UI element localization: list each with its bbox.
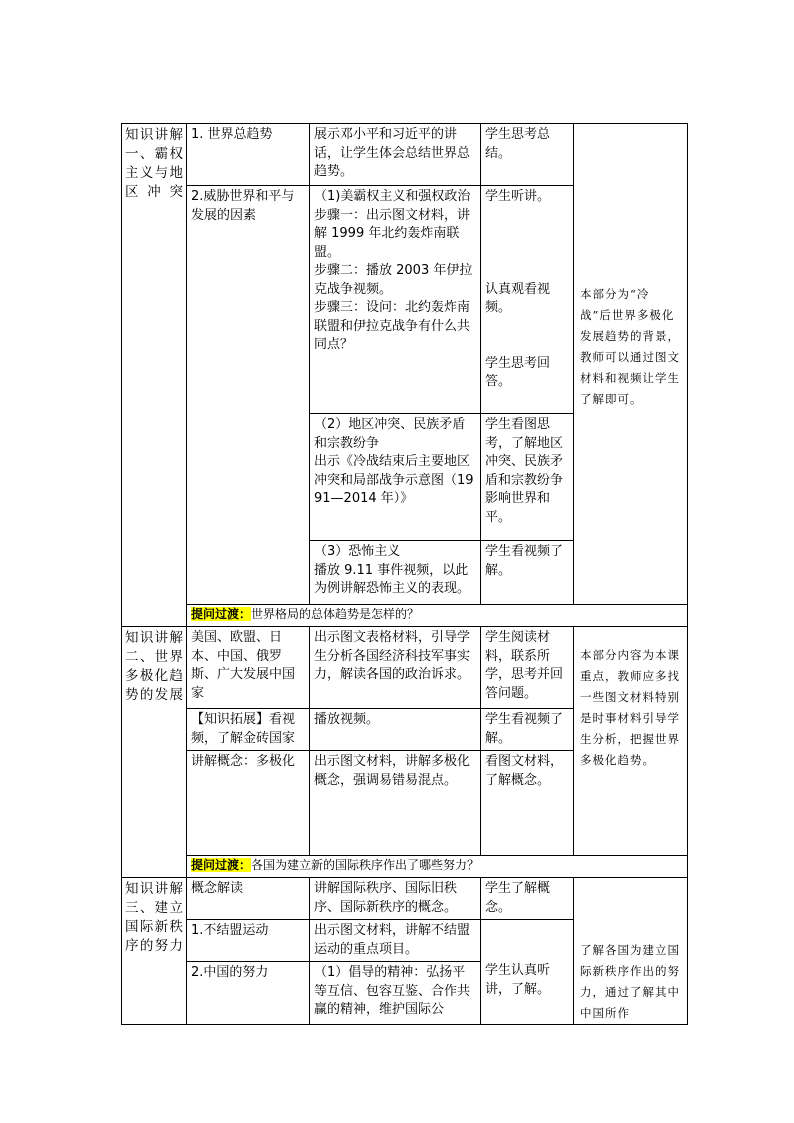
s1-row2-teacher-line2: 步骤一：出示图文材料，讲解 1999 年北约轰炸南联盟。 xyxy=(314,207,471,260)
s3-student-merged: 学生认真听讲，了解。 xyxy=(485,963,551,997)
s3-row1-teacher: 讲解国际秩序、国际旧秩序、国际新秩序的概念。 xyxy=(314,881,458,915)
s2-transition xyxy=(187,856,687,876)
table-border xyxy=(309,877,310,1025)
table-border xyxy=(480,877,481,1025)
s1-row3-teacher-line1: （2）地区冲突、民族矛盾和宗教纷争 xyxy=(314,417,466,451)
s2-row3-teacher: 出示图文材料，讲解多极化概念，强调易错易混点。 xyxy=(314,754,471,788)
table-border xyxy=(186,708,574,709)
table-border xyxy=(186,604,688,605)
table-border xyxy=(121,123,688,124)
s1-transition-label: 提问过渡： xyxy=(191,607,252,621)
s1-row2-student-line3: 学生思考回答。 xyxy=(485,355,551,389)
s1-row2-teacher xyxy=(310,186,480,412)
s1-row1-student: 学生思考总结。 xyxy=(485,127,551,161)
s1-row2-student-line1: 学生听讲。 xyxy=(485,189,551,204)
table-border xyxy=(186,961,481,962)
table-border xyxy=(186,123,187,1025)
s2-row1-teacher: 出示图文表格材料，引导学生分析各国经济科技军事实力，解读各国的政治诉求。 xyxy=(314,630,471,682)
s1-row4-teacher-line1: （3）恐怖主义 xyxy=(314,544,401,559)
table-border xyxy=(186,855,688,856)
s1-note: 本部分为“冷战”后世界多极化发展趋势的背景，教师可以通过图文材料和视频让学生了解即可。 xyxy=(580,287,680,406)
s1-row4-teacher xyxy=(310,541,480,603)
s1-row3-student: 学生看图思考，了解地区冲突、民族矛盾和宗教纷争影响世界和平。 xyxy=(485,417,564,525)
table-border xyxy=(121,877,688,878)
s1-row2-teacher-line4: 步骤三：设问：北约轰炸南联盟和伊拉克战争有什么共同点？ xyxy=(314,300,471,352)
s1-row2-teacher-line1: （1)美霸权主义和强权政治 xyxy=(314,189,471,204)
section-1-topic: 知识讲解一、霸权主义与地区冲突 xyxy=(125,127,183,200)
s2-row3-student: 看图文材料，了解概念。 xyxy=(485,754,564,788)
s1-transition-text: 世界格局的总体趋势是怎样的？ xyxy=(251,607,420,621)
table-border xyxy=(309,413,574,414)
s2-row1-content: 美国、欧盟、日本、中国、俄罗斯、广大发展中国家 xyxy=(191,630,296,701)
s2-row2-content: 【知识拓展】看视频，了解金砖国家 xyxy=(191,712,296,746)
s2-row3-content: 讲解概念：多极化 xyxy=(191,754,296,769)
s1-row4-student: 学生看视频了解。 xyxy=(485,544,564,578)
table-border xyxy=(480,123,481,605)
table-border xyxy=(309,626,310,856)
s2-row2-teacher: 播放视频。 xyxy=(314,712,380,727)
s3-row1-student: 学生了解概念。 xyxy=(485,881,551,915)
s1-row2-student xyxy=(481,186,573,412)
table-border xyxy=(186,919,574,920)
s1-transition xyxy=(187,605,687,625)
table-border xyxy=(186,185,574,186)
s2-note: 本部分内容为本课重点，教师应多找一些图文材料特别是时事材料引导学生分析，把握世界多极化趋势。 xyxy=(580,648,680,767)
s1-row4-teacher-line2: 播放 9.11 事件视频，以此为例讲解恐怖主义的表现。 xyxy=(314,562,471,596)
s2-transition-label: 提问过渡： xyxy=(191,858,252,872)
table-border xyxy=(186,750,574,751)
s1-row3-teacher-line2: 出示《冷战结束后主要地区冲突和局部战争示意图（1991—2014 年）》 xyxy=(314,454,474,506)
table-border xyxy=(573,123,574,605)
table-border xyxy=(687,123,688,1025)
s1-row2-teacher-line3: 步骤二：播放 2003 年伊拉克战争视频。 xyxy=(314,263,473,297)
s2-transition-text: 各国为建立新的国际秩序作出了哪些努力？ xyxy=(251,858,480,872)
s1-row1-content: 1. 世界总趋势 xyxy=(191,127,273,142)
s1-row3-teacher xyxy=(310,414,480,539)
s3-row2-teacher: 出示图文材料，讲解不结盟运动的重点项目。 xyxy=(314,923,471,957)
table-border xyxy=(121,1024,688,1025)
s3-row3-teacher: （1）倡导的精神：弘扬平等互信、包容互鉴、合作共赢的精神，维护国际公 xyxy=(314,965,471,1017)
s3-row1-content: 概念解读 xyxy=(191,881,244,896)
s3-note: 了解各国为建立国际新秩序作出的努力，通过了解其中中国所作 xyxy=(580,943,680,1020)
table-border xyxy=(573,877,574,1025)
s1-row2-student-line2: 认真观看视频。 xyxy=(485,281,551,315)
s1-row1-teacher: 展示邓小平和习近平的讲话，让学生体会总结世界总趋势。 xyxy=(314,127,471,179)
table-border xyxy=(309,540,574,541)
s2-row1-student: 学生阅读材料，联系所学，思考并回答问题。 xyxy=(485,630,564,701)
s3-row2-content: 1.不结盟运动 xyxy=(191,923,269,938)
table-border xyxy=(309,123,310,605)
section-3-topic: 知识讲解三、建立国际新秩序的努力 xyxy=(125,881,183,954)
s2-row2-student: 学生看视频了解。 xyxy=(485,712,564,746)
table-border xyxy=(121,626,688,627)
table-border xyxy=(121,123,122,1025)
section-2-topic: 知识讲解二、世界多极化趋势的发展 xyxy=(125,630,183,703)
table-border xyxy=(480,626,481,856)
table-border xyxy=(573,626,574,856)
s1-row2-content: 2.威胁世界和平与发展的因素 xyxy=(191,189,295,223)
s3-row3-content: 2.中国的努力 xyxy=(191,965,269,980)
